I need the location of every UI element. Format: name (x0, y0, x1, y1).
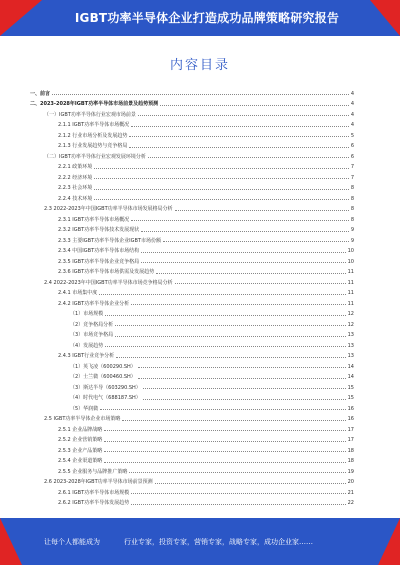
table-of-contents (30, 86, 354, 506)
toc-entry[interactable] (30, 307, 354, 318)
toc-leader-dots (131, 504, 345, 505)
toc-entry-label: 2.3.4 中国IGBT功率半导体市场结构 (58, 248, 140, 254)
toc-entry[interactable] (30, 380, 354, 391)
toc-leader-dots (94, 189, 349, 190)
toc-entry[interactable] (30, 391, 354, 402)
toc-entry[interactable] (30, 359, 354, 370)
toc-entry-page: 12 (347, 321, 354, 328)
toc-entry-page: 8 (350, 195, 354, 202)
toc-leader-dots (175, 210, 349, 211)
toc-entry-label: 一、前言 (30, 90, 51, 97)
toc-entry[interactable] (30, 422, 354, 433)
toc-entry[interactable] (30, 244, 354, 255)
toc-entry-label: 2.1.3 行业发展趋势与竞争格局 (58, 143, 128, 149)
toc-entry-label: 2.2.4 技术环境 (58, 195, 93, 202)
toc-entry-label: 2.3.5 IGBT功率半导体企业竞争格局 (58, 258, 140, 265)
header-left-accent (0, 0, 42, 36)
toc-entry-page: 4 (350, 111, 354, 118)
toc-entry-page: 18 (347, 447, 354, 454)
toc-leader-dots (115, 325, 345, 326)
toc-entry[interactable] (30, 107, 354, 118)
toc-entry[interactable] (30, 401, 354, 412)
toc-entry[interactable] (30, 443, 354, 454)
toc-entry-label: 2.1.1 IGBT功率半导体市场概况 (58, 122, 130, 128)
toc-entry[interactable] (30, 338, 354, 349)
toc-entry[interactable] (30, 128, 354, 139)
toc-leader-dots (94, 168, 349, 169)
toc-entry-label: （4）时代电气（688187.SH） (70, 395, 141, 401)
toc-entry-page: 4 (350, 122, 354, 128)
toc-leader-dots (141, 252, 345, 253)
toc-entry-page: 16 (347, 405, 354, 412)
toc-entry-label: （5）华润微 (70, 405, 99, 412)
toc-entry-label: 2.3.2 IGBT功率半导体技术发展现状 (58, 227, 140, 233)
toc-leader-dots (94, 178, 349, 179)
toc-entry-label: （3）市场竞争格局 (70, 332, 114, 338)
toc-entry-label: （2）竞争格局分析 (70, 321, 114, 328)
toc-entry[interactable] (30, 212, 354, 223)
toc-entry-page: 22 (347, 500, 354, 506)
toc-entry-label: 2.5.2 企业营销策略 (58, 437, 103, 443)
toc-entry-page: 13 (347, 353, 354, 359)
toc-entry-label: 2.3.3 主要IGBT功率半导体企业IGBT市场份额 (58, 237, 161, 244)
toc-entry-page: 13 (347, 342, 354, 349)
toc-entry-page: 7 (350, 164, 354, 170)
report-title: IGBT功率半导体企业打造成功品牌策略研究报告 (74, 11, 340, 25)
toc-entry[interactable] (30, 181, 354, 192)
header-right-accent (370, 0, 400, 36)
toc-heading: 内容目录 (169, 58, 230, 73)
toc-entry-page: 9 (350, 237, 354, 244)
toc-leader-dots (105, 346, 345, 347)
toc-entry-label: 2.4 2022-2023年中国IGBT功率半导体市场竞争格局分析 (44, 279, 173, 286)
toc-entry[interactable] (30, 202, 354, 213)
toc-entry-page: 14 (347, 363, 354, 370)
toc-leader-dots (155, 483, 346, 484)
toc-leader-dots (143, 388, 346, 389)
report-header (0, 0, 400, 36)
toc-leader-dots (116, 357, 345, 358)
toc-leader-dots (138, 115, 349, 116)
toc-entry-label: 2.5.3 企业产品策略 (58, 447, 103, 454)
toc-entry-page: 5 (350, 132, 354, 139)
toc-entry-page: 8 (350, 216, 354, 223)
toc-entry[interactable] (30, 191, 354, 202)
toc-entry[interactable] (30, 328, 354, 339)
toc-leader-dots (129, 472, 345, 473)
toc-entry-page: 14 (347, 374, 354, 380)
footer-right-accent (378, 518, 400, 565)
toc-entry-page: 11 (347, 269, 354, 275)
toc-entry[interactable] (30, 170, 354, 181)
toc-entry[interactable] (30, 475, 354, 486)
toc-leader-dots (160, 105, 349, 106)
toc-entry-label: 2.3.1 IGBT功率半导体市场概况 (58, 216, 130, 223)
toc-leader-dots (163, 241, 349, 242)
toc-entry-label: 2.2.2 经济环境 (58, 174, 93, 181)
toc-entry-label: 2.5.5 企业服务与品牌推广策略 (58, 468, 128, 475)
toc-entry[interactable] (30, 139, 354, 150)
toc-entry-page: 4 (350, 90, 354, 97)
toc-entry[interactable] (30, 454, 354, 465)
toc-entry-page: 6 (350, 143, 354, 149)
toc-entry-label: 2.2.1 政策环境 (58, 164, 93, 170)
toc-leader-dots (115, 336, 345, 337)
toc-entry[interactable] (30, 275, 354, 286)
toc-entry-page: 10 (347, 258, 354, 265)
toc-entry-page: 11 (347, 300, 354, 307)
toc-entry[interactable] (30, 286, 354, 297)
footer-slogan: 让每个人都能成为 (44, 538, 100, 546)
toc-entry[interactable] (30, 118, 354, 129)
toc-entry-label: 2.6 2023-2028年IGBT功率半导体市场前景预测 (44, 479, 153, 485)
toc-entry[interactable] (30, 296, 354, 307)
toc-entry-label: （1）英飞凌（600290.SH） (70, 363, 136, 370)
toc-entry[interactable] (30, 485, 354, 496)
toc-entry-page: 16 (347, 416, 354, 422)
toc-entry-page: 17 (347, 437, 354, 443)
toc-entry[interactable] (30, 97, 354, 108)
toc-entry[interactable] (30, 496, 354, 507)
toc-entry-label: 2.3 2022-2023年中国IGBT功率半导体市场发展格局分析 (44, 206, 173, 212)
toc-entry[interactable] (30, 370, 354, 381)
toc-leader-dots (131, 493, 345, 494)
toc-leader-dots (104, 462, 345, 463)
toc-entry-page: 7 (350, 174, 354, 181)
toc-entry-label: 2.1.2 行业市场分析及发展趋势 (58, 132, 128, 139)
toc-entry-page: 4 (350, 101, 354, 107)
toc-leader-dots (131, 304, 345, 305)
toc-entry-page: 13 (347, 332, 354, 338)
toc-leader-dots (100, 409, 345, 410)
toc-entry-page: 19 (347, 468, 354, 475)
toc-leader-dots (141, 231, 349, 232)
toc-leader-dots (94, 199, 349, 200)
toc-entry[interactable] (30, 265, 354, 276)
toc-entry-page: 15 (347, 395, 354, 401)
toc-entry-label: 2.5 IGBT功率半导体企业市场策略 (44, 416, 121, 422)
footer-left-accent (0, 518, 22, 565)
toc-entry-label: 2.5.1 企业品牌战略 (58, 426, 103, 433)
toc-entry-label: 2.6.1 IGBT功率半导体市场规模 (58, 489, 130, 496)
toc-leader-dots (138, 378, 346, 379)
toc-entry[interactable] (30, 160, 354, 171)
toc-leader-dots (52, 94, 349, 95)
toc-entry-label: （2）士兰微（600460.SH） (70, 374, 136, 380)
toc-leader-dots (138, 367, 346, 368)
toc-entry[interactable] (30, 149, 354, 160)
toc-entry-page: 9 (350, 227, 354, 233)
toc-leader-dots (131, 126, 349, 127)
toc-entry-page: 11 (347, 279, 354, 286)
toc-entry[interactable] (30, 412, 354, 423)
toc-entry-page: 12 (347, 311, 354, 317)
toc-entry-page: 17 (347, 426, 354, 433)
toc-entry[interactable] (30, 317, 354, 328)
toc-entry-label: 2.6.2 IGBT功率半导体发展趋势 (58, 500, 130, 506)
toc-entry[interactable] (30, 223, 354, 234)
toc-entry-page: 10 (347, 248, 354, 254)
toc-entry-page: 6 (350, 153, 354, 160)
toc-entry-label: （一）IGBT功率半导体行业宏观市场前景 (44, 111, 136, 118)
toc-entry[interactable] (30, 464, 354, 475)
toc-entry-page: 11 (347, 290, 354, 296)
toc-entry[interactable] (30, 254, 354, 265)
toc-entry-page: 21 (347, 489, 354, 496)
toc-entry-label: （4）发展趋势 (70, 342, 104, 349)
toc-entry[interactable] (30, 233, 354, 244)
toc-entry-label: 2.2.3 社会环境 (58, 185, 93, 191)
toc-entry-label: （二）IGBT功率半导体行业宏观发展环境分析 (44, 153, 146, 160)
toc-entry-label: （1）市场规模 (70, 311, 104, 317)
toc-entry-label: 2.3.6 IGBT功率半导体市场供需及发展趋势 (58, 269, 155, 275)
toc-entry-label: 2.4.1 市场集中度 (58, 290, 98, 296)
toc-entry-page: 8 (350, 206, 354, 212)
toc-leader-dots (156, 273, 345, 274)
toc-leader-dots (104, 441, 345, 442)
toc-leader-dots (105, 315, 345, 316)
toc-entry[interactable] (30, 86, 354, 97)
toc-leader-dots (104, 451, 345, 452)
toc-leader-dots (148, 157, 349, 158)
toc-entry-label: 二、2023-2028年IGBT功率半导体市场前景及趋势预测 (30, 101, 159, 107)
toc-leader-dots (143, 399, 346, 400)
toc-entry-page: 18 (347, 458, 354, 464)
toc-entry-label: 2.4.2 IGBT功率半导体企业分析 (58, 300, 130, 307)
toc-leader-dots (131, 220, 349, 221)
footer-tagline: 行业专家，投资专家，营销专家，战略专家，成功企业家…… (124, 538, 313, 546)
toc-leader-dots (99, 294, 345, 295)
toc-entry[interactable] (30, 349, 354, 360)
toc-entry-label: （3）斯达半导（603290.SH） (70, 384, 141, 391)
toc-leader-dots (122, 420, 345, 421)
toc-entry-label: 2.4.3 IGBT行业竞争分析 (58, 353, 115, 359)
toc-leader-dots (129, 136, 348, 137)
toc-leader-dots (104, 430, 345, 431)
report-footer (0, 518, 400, 565)
toc-entry-page: 8 (350, 185, 354, 191)
toc-leader-dots (141, 262, 345, 263)
toc-entry-page: 20 (347, 479, 354, 485)
toc-entry-page: 15 (347, 384, 354, 391)
toc-leader-dots (175, 283, 346, 284)
toc-leader-dots (129, 147, 348, 148)
toc-entry[interactable] (30, 433, 354, 444)
toc-entry-label: 2.5.4 企业渠道策略 (58, 458, 103, 464)
